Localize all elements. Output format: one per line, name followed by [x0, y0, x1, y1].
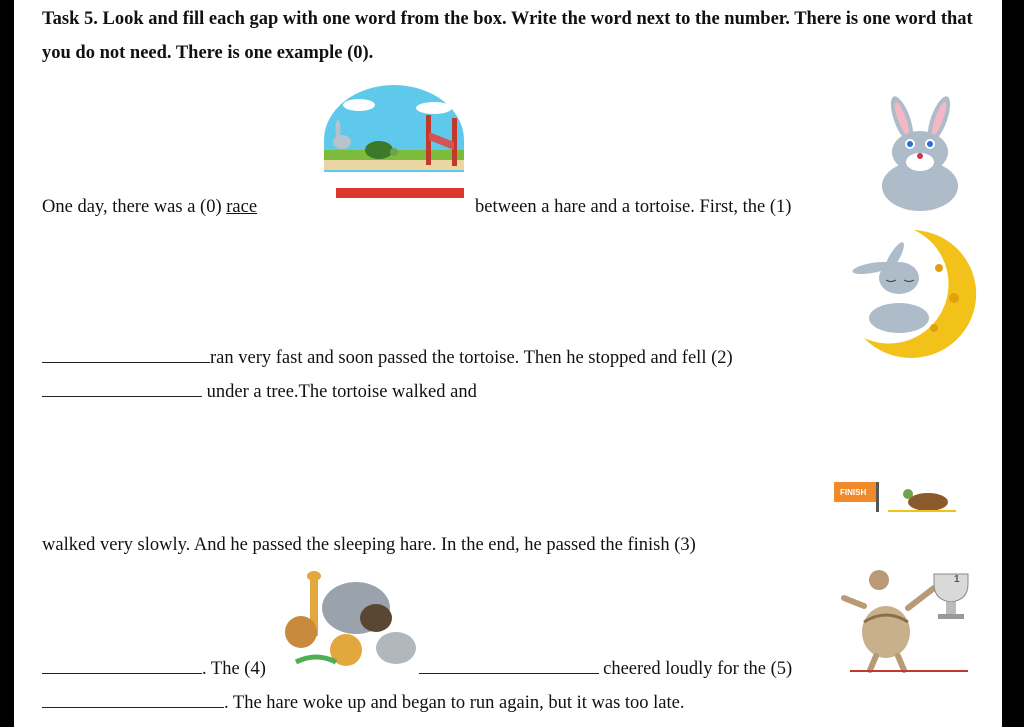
line2-text: ran very fast and soon passed the tortoise. Then he stopped and fell (2) — [210, 348, 733, 368]
story-line-1-start — [42, 196, 257, 218]
gap-2-blank[interactable] — [42, 395, 202, 397]
trophy-number: 1 — [954, 574, 960, 585]
story-line-5 — [42, 658, 792, 680]
story-line-3 — [42, 381, 477, 403]
story-line-1-end: between a hare and a tortoise. First, the (1) — [475, 197, 792, 217]
gap-3-blank[interactable] — [42, 672, 202, 674]
line5-end-text: cheered loudly for the (5) — [603, 659, 793, 679]
finish-flag-text: FINISH — [840, 488, 867, 497]
story-line-2 — [42, 347, 733, 369]
gap-1-blank[interactable] — [42, 361, 210, 363]
line5-mid-text: . The (4) — [202, 659, 266, 679]
worksheet-page — [14, 0, 1002, 727]
gap-4-blank[interactable] — [419, 672, 599, 674]
example-answer: race — [226, 197, 258, 217]
task-title: Task 5. Look and fill each gap with one word from the box. Write the word next to the number. There is one word that you do not need. There is one example (0). — [42, 9, 973, 63]
line1-start-text: One day, there was a (0) — [42, 197, 222, 217]
race-sign-text: Tortoise & Hare Race — [356, 184, 404, 190]
trophy-tortoise-image — [834, 566, 984, 676]
hare-image — [864, 94, 976, 214]
line3-text: under a tree.The tortoise walked and — [206, 382, 477, 402]
line6-text: . The hare woke up and began to run again, but it was too late. — [224, 693, 685, 713]
story-line-6 — [42, 692, 685, 714]
finish-tortoise-image — [832, 478, 960, 518]
animals-crowd-image — [276, 570, 426, 672]
sleeping-hare-moon-image — [844, 228, 984, 360]
story-line-4: walked very slowly. And he passed the sleeping hare. In the end, he passed the finish (3) — [42, 535, 696, 555]
gap-5-blank[interactable] — [42, 706, 224, 708]
